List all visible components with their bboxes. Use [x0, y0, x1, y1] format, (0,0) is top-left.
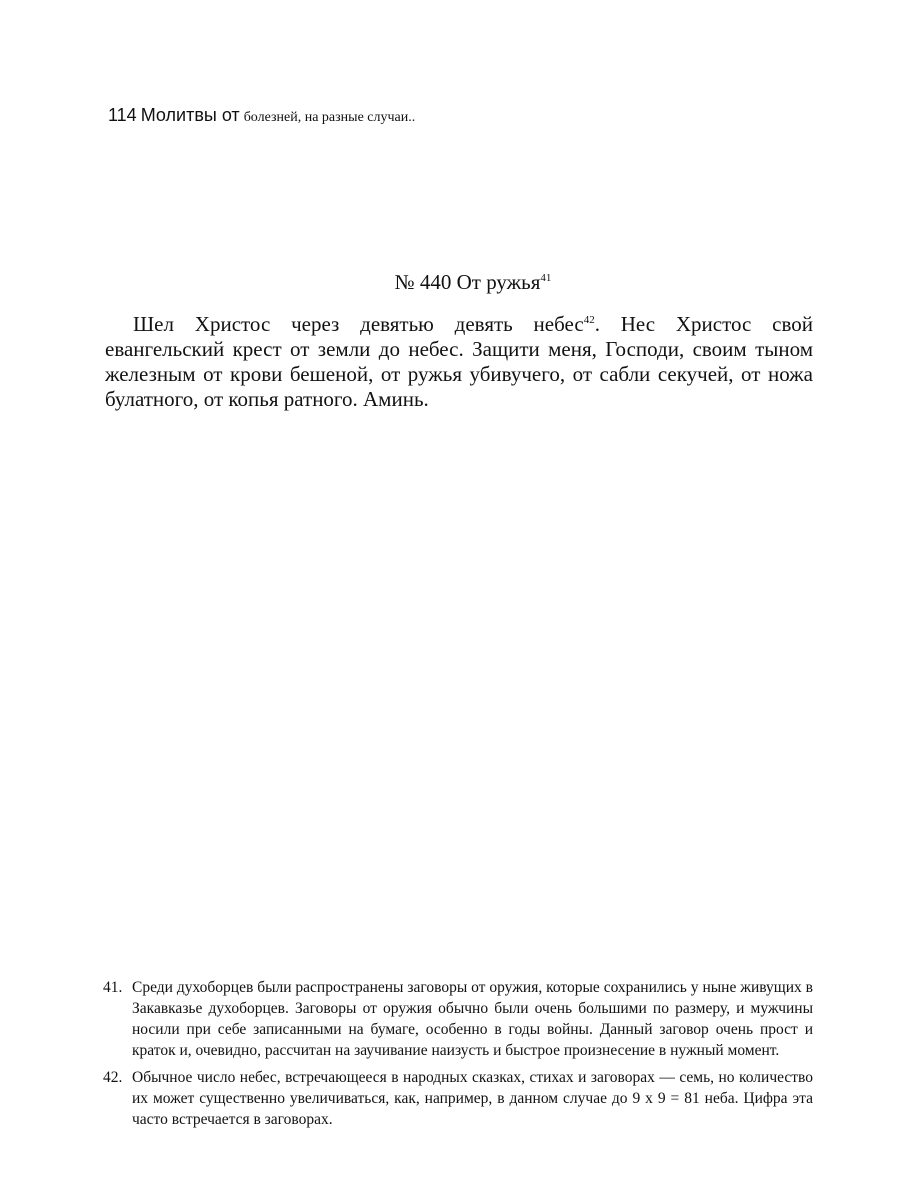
footnote-ref-42: 42 [583, 314, 595, 326]
page-number: 114 [108, 105, 137, 125]
footnote-number: 42. [103, 1069, 123, 1086]
header-title: Молитвы от [140, 105, 240, 125]
prayer-title-text: № 440 От ружья [394, 270, 541, 294]
footnote-text: Среди духоборцев были распространены заговоры от оружия, которые сохранились у ныне живущих в Закавказье духоборцев. Заговоры от оружия обычно были очень большими по размеру, и мужчины носили при себе записанными на бумаге, особенно в годы войны. Данный заговор очень прост и краток и, очевидно, рассчитан на заучивание наизусть и быстрое произнесение в нужный момент. [132, 979, 813, 1059]
footnote-number: 41. [103, 979, 123, 996]
running-header [108, 103, 415, 130]
footnote-42 [103, 1067, 813, 1130]
prayer-body-part2: . Нес Христос свой евангельский крест от земли до небес. Защити меня, Господи, своим тыном железным от крови бешеной, от ружья убивучего, от сабли секучей, от ножа булатного, от копья ратного. Аминь. [105, 312, 813, 411]
footnotes [103, 977, 813, 1136]
footnote-ref-41: 41 [540, 272, 552, 284]
prayer-body [105, 312, 813, 412]
prayer-title [0, 266, 900, 298]
header-subtitle: болезней, на разные случаи.. [243, 110, 416, 125]
prayer-body-part1: Шел Христос через девятью девять небес [133, 312, 584, 336]
footnote-text: Обычное число небес, встречающееся в народных сказках, стихах и заговорах — семь, но количество их может существенно увеличиваться, как, например, в данном случае до 9 х 9 = 81 неба. Цифра эта часто встречается в заговорах. [132, 1069, 813, 1128]
footnote-41 [103, 977, 813, 1061]
